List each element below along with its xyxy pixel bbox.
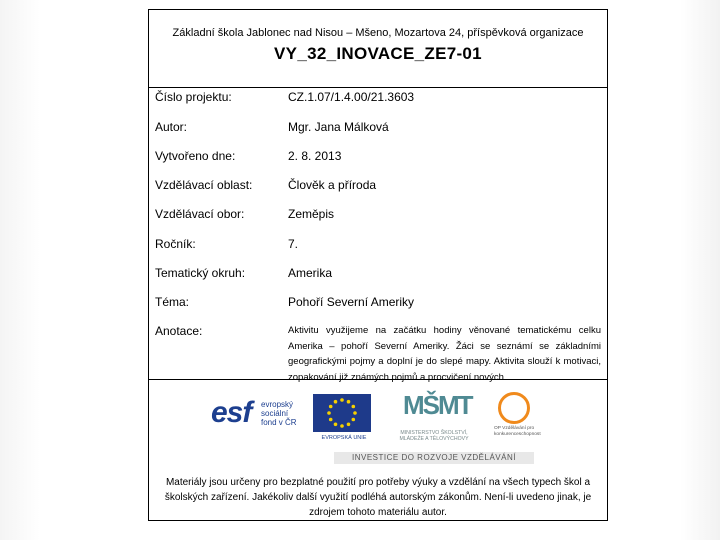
material-code: VY_32_INOVACE_ZE7-01: [274, 44, 482, 63]
school-name: Základní škola Jablonec nad Nisou – Mšeno, Mozartova 24, příspěvková organizace: [172, 27, 584, 39]
investment-banner: INVESTICE DO ROZVOJE VZDĚLÁVÁNÍ: [334, 452, 534, 464]
eu-logo-caption: EVROPSKÁ UNIE: [321, 435, 367, 441]
document-header: [149, 10, 607, 88]
row-value: 2. 8. 2013: [288, 149, 342, 163]
row-label: Ročník:: [155, 237, 196, 251]
row-value: Mgr. Jana Málková: [288, 120, 389, 134]
row-value: Člověk a příroda: [288, 178, 377, 192]
annotation-text: Aktivitu využijeme na začátku hodiny věnované tematickému celku Amerika – pohoří Severní Ameriky. Žáci se seznámí se základními geografickými pojmy a doplní je do slepé mapy. Aktivita slouží k motivaci, zopakování již známých pojmů a procvičení nových.: [288, 325, 601, 383]
row-label: Anotace:: [155, 324, 203, 338]
row-label: Tematický okruh:: [155, 266, 246, 280]
section-divider: [149, 379, 607, 380]
esf-logo: [204, 394, 302, 446]
logo-strip: [204, 390, 564, 468]
row-value: 7.: [288, 237, 299, 251]
esf-logo-text: esf: [211, 396, 252, 429]
esf-logo-caption: evropský sociální fond v ČR: [261, 400, 297, 427]
row-value: Pohoří Severní Ameriky: [288, 295, 415, 309]
row-label: Vytvořeno dne:: [155, 149, 236, 163]
op-logo-caption: OP Vzdělávání pro konkurenceschopnost: [494, 426, 541, 437]
row-label: Vzdělávací oblast:: [155, 178, 253, 192]
op-circle-icon: [498, 392, 530, 424]
msmt-logo-symbol: MŠMT: [403, 390, 472, 420]
info-row-annotation: [155, 324, 601, 383]
op-logo: [494, 392, 556, 448]
eu-logo: [311, 394, 373, 446]
row-value: CZ.1.07/1.4.00/21.3603: [288, 90, 415, 104]
row-label: Autor:: [155, 120, 188, 134]
row-value: Zeměpis: [288, 207, 335, 221]
row-label: Vzdělávací obor:: [155, 207, 245, 221]
row-value: Amerika: [288, 266, 333, 280]
row-label: Téma:: [155, 295, 190, 309]
usage-notice: Materiály jsou určeny pro bezplatné použití pro potřeby výuky a vzdělání na všech typech škol a školských zařízení. Jakékoliv další využití podléhá autorským zákonům. Není-li uvedeno jinak, je zdrojem tohoto materiálu autor.: [164, 477, 592, 518]
eu-flag-icon: [313, 394, 371, 432]
row-label: Číslo projektu:: [155, 90, 232, 104]
msmt-logo-caption: MINISTERSTVO ŠKOLSTVÍ, MLÁDEŽE A TĚLOVÝCHOVY: [399, 430, 469, 442]
document-sheet: [148, 9, 608, 521]
msmt-logo: [389, 390, 479, 446]
